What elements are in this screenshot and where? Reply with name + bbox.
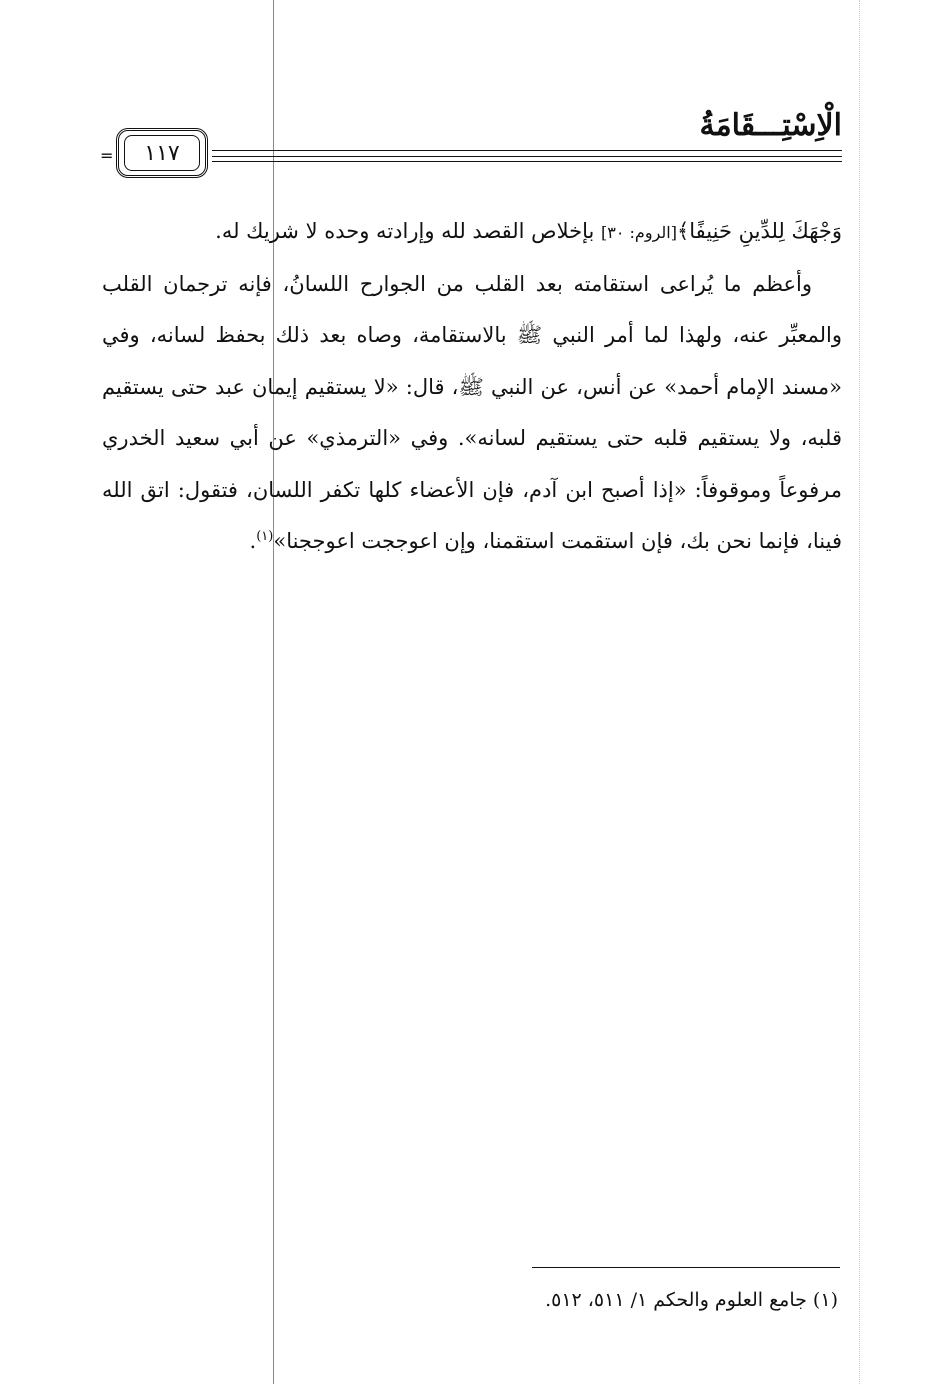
footnote-marker: (١): [256, 529, 274, 544]
body-text: [102, 206, 842, 568]
footnote-1: (١) جامع العلوم والحكم ١/ ٥١١، ٥١٢.: [545, 1289, 838, 1311]
paragraph-2-text: وأعظم ما يُراعى استقامته بعد القلب من الجوارح اللسانُ، فإنه ترجمان القلب والمعبِّر عنه، ولهذا لما أمر النبي ﷺ بالاستقامة، وصاه بعد ذلك بحفظ لسانه، وفي «مسند الإمام أحمد» عن أنس، عن النبي ﷺ، قال: «لا يستقيم إيمان عبد حتى يستقيم قلبه، ولا يستقيم قلبه حتى يستقيم لسانه». وفي «الترمذي» عن أبي سعيد الخدري مرفوعاً وموقوفاً: «إذا أصبح ابن آدم، فإن الأعضاء كلها تكفر اللسان، فتقول: اتق الله فينا، فإنما نحن بك، فإن استقمت استقمنا، وإن اعوججت اعوججنا»: [102, 271, 842, 553]
page-number-frame: [116, 128, 208, 178]
page-number: ١١٧: [124, 135, 200, 171]
paragraph-1-text: بإخلاص القصد لله وإرادته وحده لا شريك له.: [215, 219, 602, 243]
scan-line-right: [859, 0, 860, 1384]
running-title: الْاِسْتِـــقَامَةُ: [699, 108, 842, 143]
header-rule-middle: [212, 156, 842, 157]
footnote-separator: [532, 1267, 840, 1268]
header-rule-top: [212, 150, 842, 151]
paragraph-2-ending: .: [249, 529, 257, 553]
header-edge-mark: =: [100, 146, 114, 165]
quran-verse: وَجْهَكَ لِلدِّينِ حَنِيفًا﴾: [676, 219, 842, 243]
verse-reference: [الروم: ٣٠]: [601, 223, 677, 242]
paragraph-2: [102, 259, 842, 568]
paragraph-1: [102, 206, 842, 259]
header-rule-bottom: [212, 161, 842, 162]
